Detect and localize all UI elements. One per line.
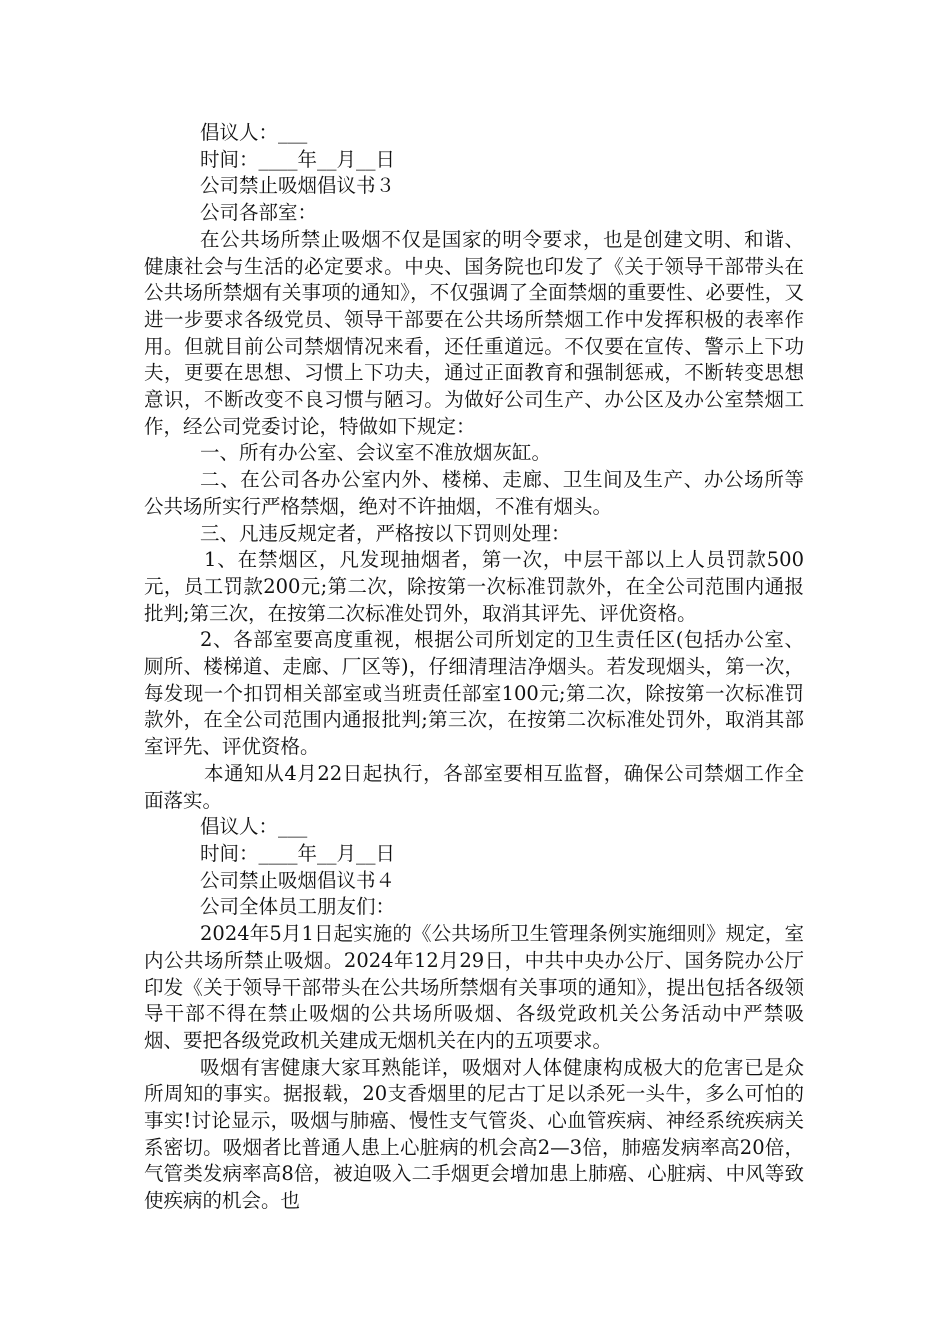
paragraph: 在公共场所禁止吸烟不仅是国家的明令要求，也是创建文明、和谐、健康社会与生活的必定要求。中央、国务院也印发了《关于领导干部带头在公共场所禁烟有关事项的通知》，不仅强调了全面禁烟的重要性、必要性，又进一步要求各级党员、领导干部要在公共场所禁烟工作中发挥积极的表率作用。但就目前公司禁烟情况来看，还任重道远。不仅要在宣传、警示上下功夫，更要在思想、习惯上下功夫，通过正面教育和强制惩戒，不断转变思想意识，不断改变不良习惯与陋习。为做好公司生产、办公区及办公室禁烟工作，经公司党委讨论，特做如下规定：: [144, 227, 804, 438]
document-body: [144, 120, 804, 1215]
paragraph: 时间：____年__月__日: [200, 147, 396, 171]
paragraph: 时间：____年__月__日: [200, 841, 396, 865]
paragraph: 本通知从4月22日起执行，各部室要相互监督，确保公司禁烟工作全面落实。: [144, 761, 804, 812]
paragraph: 吸烟有害健康大家耳熟能详，吸烟对人体健康构成极大的危害已是众所周知的事实。据报载，20支香烟里的尼古丁足以杀死一头牛，多么可怕的事实!讨论显示，吸烟与肺癌、慢性支气管炎、心血管疾病、神经系统疾病关系密切。吸烟者比普通人患上心脏病的机会高2—3倍，肺癌发病率高20倍，气管类发病率高8倍，被迫吸入二手烟更会增加患上肺癌、心脏病、中风等致使疾病的机会。也: [144, 1055, 804, 1213]
paragraph: 倡议人：___: [200, 121, 308, 144]
paragraph: 一、所有办公室、会议室不准放烟灰缸。: [200, 441, 552, 465]
paragraph: 1、在禁烟区，凡发现抽烟者，第一次，中层干部以上人员罚款500元，员工罚款200元;第二次，除按第一次标准罚款外，在全公司范围内通报批判;第三次，在按第二次标准处罚外，取消其评先、评优资格。: [144, 548, 804, 625]
paragraph: 2024年5月1日起实施的《公共场所卫生管理条例实施细则》规定，室内公共场所禁止吸烟。2024年12月29日，中共中央办公厅、国务院办公厅印发《关于领导干部带头在公共场所禁烟有关事项的通知》，提出包括各级领导干部不得在禁止吸烟的公共场所吸烟、各级党政机关公务活动中严禁吸烟、要把各级党政机关建成无烟机关在内的五项要求。: [144, 922, 804, 1052]
paragraph: 2、各部室要高度重视，根据公司所划定的卫生责任区(包括办公室、厕所、楼梯道、走廊、厂区等)，仔细清理洁净烟头。若发现烟头，第一次，每发现一个扣罚相关部室或当班责任部室100元;第二次，除按第一次标准罚款外，在全公司范围内通报批判;第三次，在按第二次标准处罚外，取消其部室评先、评优资格。: [144, 628, 804, 759]
section-title: 公司禁止吸烟倡议书４: [200, 868, 396, 892]
paragraph: 三、凡违反规定者，严格按以下罚则处理：: [200, 521, 571, 545]
section-title: 公司禁止吸烟倡议书３: [200, 174, 396, 198]
salutation: 公司全体员工朋友们：: [200, 895, 396, 919]
paragraph: 二、在公司各办公室内外、楼梯、走廊、卫生间及生产、办公场所等公共场所实行严格禁烟，绝对不许抽烟，不准有烟头。: [144, 468, 804, 518]
paragraph: 倡议人：___: [200, 815, 308, 839]
salutation: 公司各部室：: [200, 201, 318, 225]
